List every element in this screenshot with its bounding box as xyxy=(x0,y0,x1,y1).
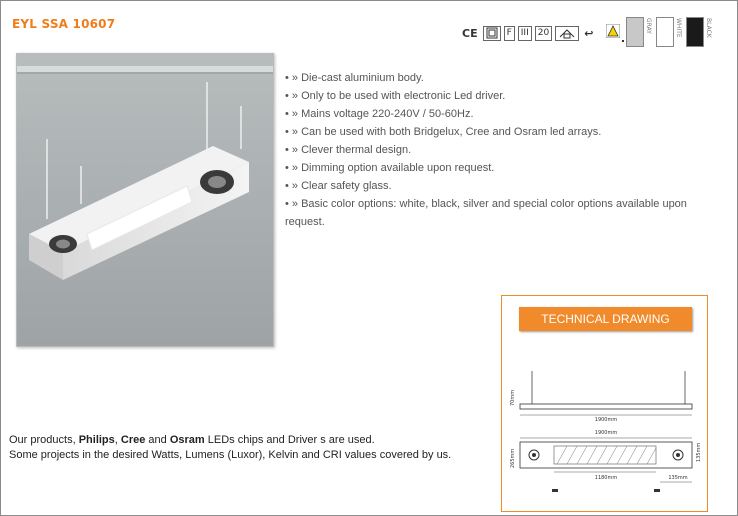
technical-drawing xyxy=(502,366,707,511)
technical-drawing-title: TECHNICAL DRAWING xyxy=(519,307,692,331)
product-code: EYL SSA 10607 xyxy=(12,17,116,31)
feature-item: • » Can be used with both Bridgelux, Cree and Osram led arrays. xyxy=(285,126,602,138)
color-swatch-gray: GRAY xyxy=(626,17,644,47)
class-iii-icon: III xyxy=(518,26,532,41)
technical-drawing-panel xyxy=(501,295,708,512)
brand-cree: Cree xyxy=(120,434,146,446)
dim-inner: 1180mm xyxy=(594,475,618,481)
color-swatch-black: BLACK xyxy=(686,17,704,47)
product-photo xyxy=(16,53,274,347)
feature-item: • » Dimming option available upon request. xyxy=(285,162,495,174)
feature-item: • » Only to be used with electronic Led driver. xyxy=(285,90,506,102)
brand-osram: Osram xyxy=(169,434,205,446)
feature-item: • » Clear safety glass. xyxy=(285,180,392,192)
dim-depth: 265mm xyxy=(510,448,516,468)
feature-item: • » Clever thermal design. xyxy=(285,144,412,156)
feature-list xyxy=(285,69,725,231)
supplier-note-line2: Some projects in the desired Watts, Lumens (Luxor), Kelvin and CRI values covered by us. xyxy=(9,449,452,461)
brand-philips: Philips xyxy=(78,434,115,446)
supplier-note xyxy=(9,433,451,463)
dim-end: 135mm xyxy=(668,475,688,481)
temp-rating-icon: 20 xyxy=(535,26,552,41)
class-ii-icon xyxy=(483,26,501,41)
ip-rating-icon xyxy=(555,26,579,41)
warning-icon xyxy=(606,24,620,38)
color-swatch-white: WHITE xyxy=(656,17,674,47)
dim-length-body: 1900mm xyxy=(594,430,618,436)
ce-mark-icon: CE xyxy=(462,27,478,40)
color-options xyxy=(606,17,712,47)
dim-length-top: 1900mm xyxy=(594,417,618,423)
feature-item: • » Die-cast aluminium body. xyxy=(285,72,424,84)
supplier-note-line1: Our products, Philips, Cree and Osram LEDs chips and Driver s are used. xyxy=(9,434,375,446)
separator-dot xyxy=(622,40,624,42)
feature-item: • » Basic color options: white, black, silver and special color options available upon request. xyxy=(285,198,687,228)
certification-icons xyxy=(460,26,595,41)
return-arrow-icon: ↩ xyxy=(584,27,594,40)
dim-side: 135mm xyxy=(696,442,702,462)
f-mark-icon: F xyxy=(504,26,515,41)
feature-item: • » Mains voltage 220-240V / 50-60Hz. xyxy=(285,108,474,120)
dim-height: 70mm xyxy=(510,389,516,406)
